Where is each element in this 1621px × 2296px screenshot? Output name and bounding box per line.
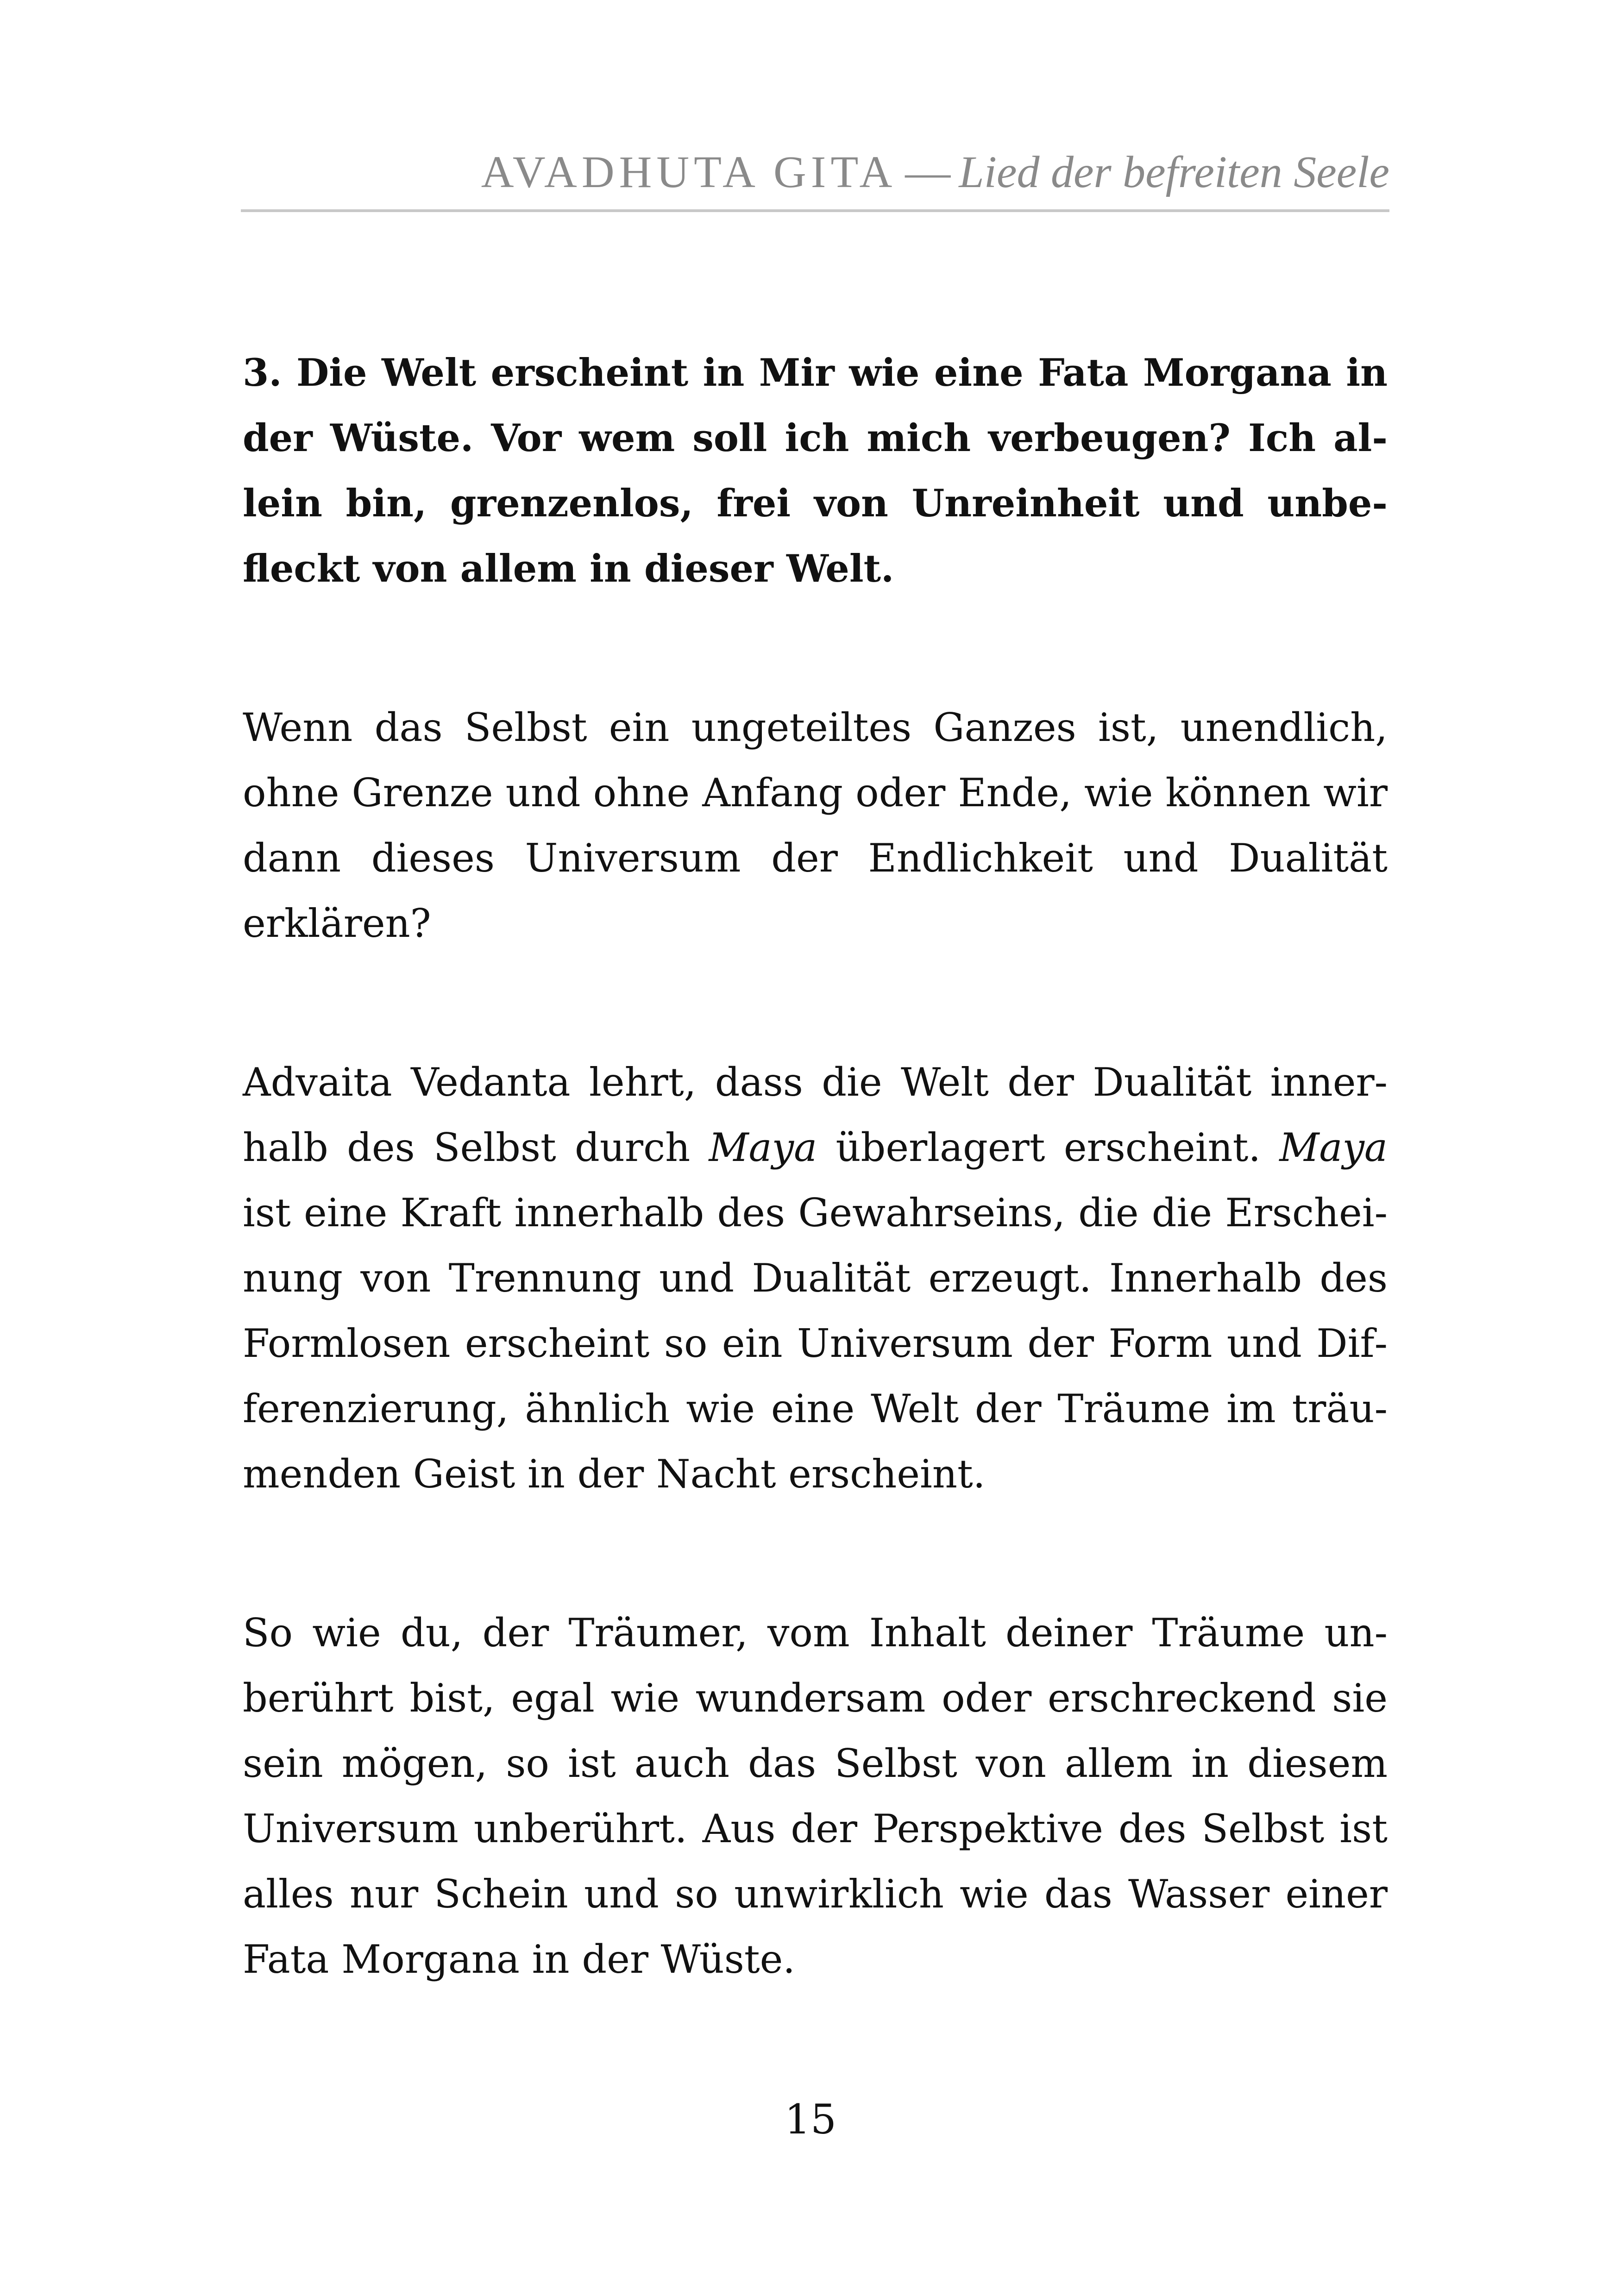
paragraph-2-text-1: Advaita Vedanta lehrt, dass die Welt der Dualität innerhalb des Selbst durch bbox=[243, 1060, 1388, 1170]
maya-term: Maya bbox=[1279, 1125, 1388, 1170]
page-number: 15 bbox=[785, 2095, 836, 2143]
running-header bbox=[241, 146, 1389, 197]
header-separator: — bbox=[905, 147, 951, 197]
commentary-paragraph-3: So wie du, der Träumer, vom Inhalt deiner Träume unberührt bist, egal wie wundersam oder erschreckend sie sein mögen, so ist auch das Selbst von allem in diesem Universum unberührt. Aus der Perspektive des Selbst ist alles nur Schein und so unwirklich wie das Wasser einer Fata Morgana in der Wüste. bbox=[243, 1610, 1388, 1982]
verse-text: 3. Die Welt erscheint in Mir wie eine Fata Morgana in der Wüste. Vor wem soll ich mich verbeugen? Ich allein bin, grenzenlos, frei von Unreinheit und unbefleckt von allem in dieser Welt. bbox=[243, 351, 1388, 591]
book-subtitle: Lied der befreiten Seele bbox=[959, 147, 1389, 197]
header-rule bbox=[241, 209, 1389, 212]
maya-term: Maya bbox=[709, 1125, 817, 1170]
commentary-paragraph-2 bbox=[243, 1050, 1388, 1507]
book-title: AVADHUTA GITA bbox=[481, 147, 897, 197]
page-content bbox=[243, 340, 1388, 2086]
paragraph-2-text-3: ist eine Kraft innerhalb des Gewahrseins, die die Erscheinung von Trennung und Dualität erzeugt. Innerhalb des Formlosen erscheint so ein Universum der Form und Differenzierung, ähnlich wie eine Welt der Träume im träumenden Geist in der Nacht erscheint. bbox=[243, 1190, 1388, 1497]
commentary-paragraph-1: Wenn das Selbst ein ungeteiltes Ganzes ist, unendlich, ohne Grenze und ohne Anfang oder Ende, wie können wir dann dieses Universum der Endlichkeit und Dualität erklären? bbox=[243, 705, 1388, 946]
paragraph-2-text-2: überlagert erscheint. bbox=[817, 1125, 1280, 1170]
